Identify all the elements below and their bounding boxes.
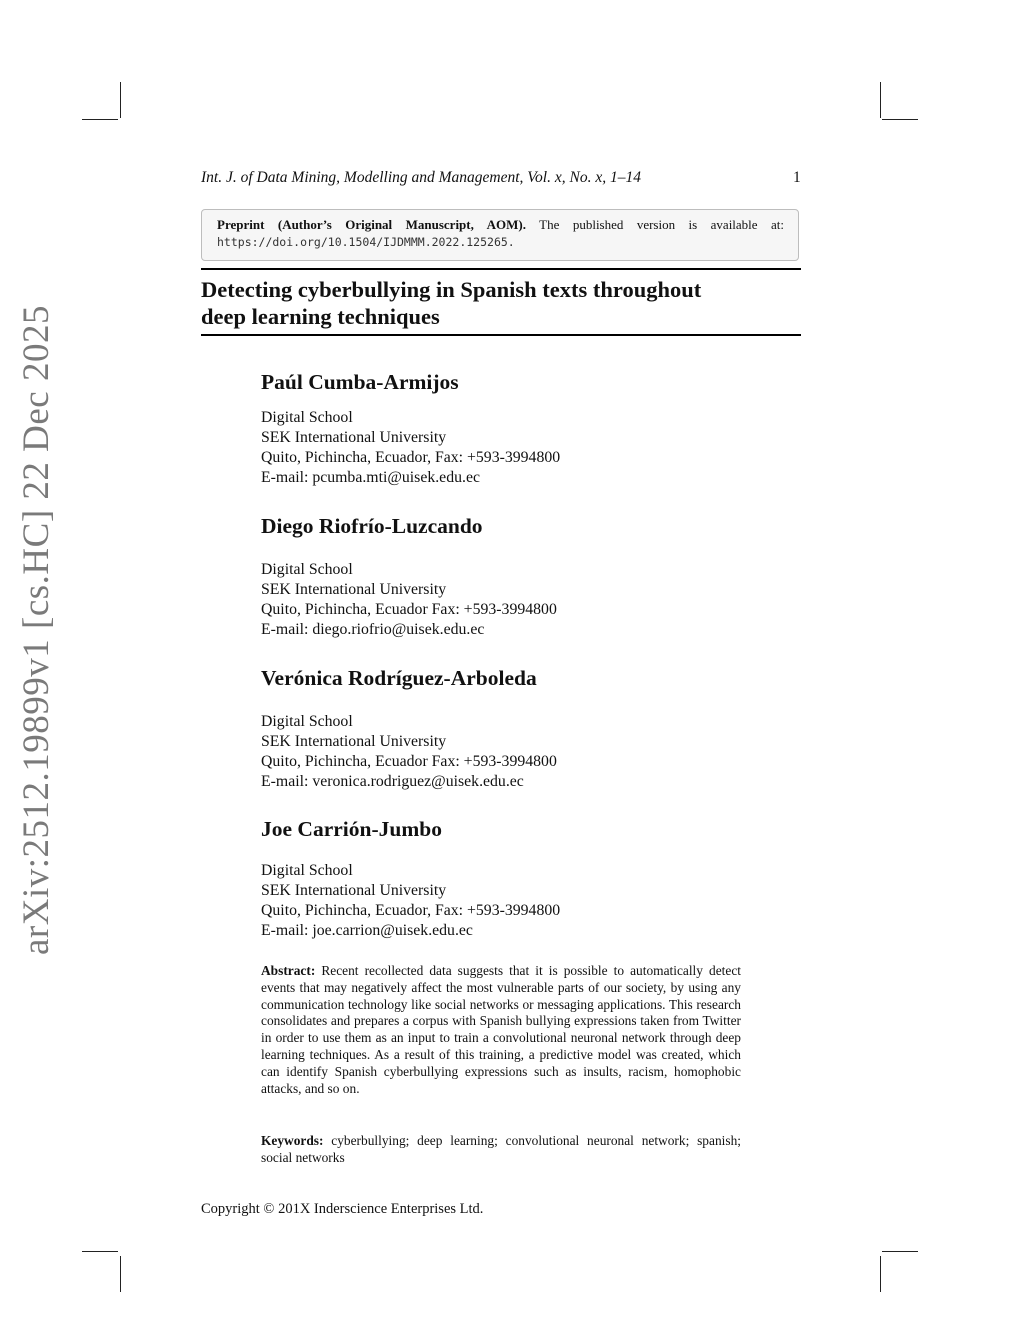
affiliation-line: Digital School [261, 561, 353, 578]
copyright-notice: Copyright © 201X Inderscience Enterprises Ltd. [201, 1201, 484, 1217]
affiliation-line: Digital School [261, 713, 353, 730]
page-number: 1 [793, 169, 801, 186]
author-email: E-mail: pcumba.mti@uisek.edu.ec [261, 469, 480, 486]
paper-title [201, 276, 801, 330]
author-name: Joe Carrión-Jumbo [261, 817, 442, 841]
crop-mark-bottom-left-horizontal [82, 1251, 118, 1252]
affiliation-line: Quito, Pichincha, Ecuador, Fax: +593-3994800 [261, 449, 561, 466]
running-header-journal: Int. J. of Data Mining, Modelling and Management, Vol. x, No. x, 1–14 [201, 169, 641, 186]
author-affiliation [261, 408, 560, 488]
crop-mark-top-right-vertical [880, 82, 881, 118]
keywords-text: cyberbullying; deep learning; convolutional neuronal network; spanish; social networks [261, 1133, 741, 1165]
author-email: E-mail: joe.carrion@uisek.edu.ec [261, 922, 473, 939]
preprint-notice-box [201, 209, 799, 261]
affiliation-line: SEK International University [261, 581, 447, 598]
author-affiliation [261, 712, 557, 792]
affiliation-line: Quito, Pichincha, Ecuador Fax: +593-3994800 [261, 601, 557, 618]
title-bottom-rule [201, 334, 801, 336]
abstract-text: Recent recollected data suggests that it is possible to automatically detect events that may negatively affect the most vulnerable parts of our society, by using any communication technology like social networks or messaging applications. This research consolidates and prepares a corpus with Spanish bullying expressions taken from Twitter in order to use them as an input to train a convolutional neuronal network through deep learning techniques. As a result of this training, a predictive model was created, which can identify Spanish cyberbullying expressions such as insults, racism, homophobic attacks, and so on. [261, 963, 741, 1096]
preprint-text: The published version is available at: [539, 217, 785, 232]
affiliation-line: SEK International University [261, 882, 447, 899]
author-block [261, 817, 560, 941]
author-name: Verónica Rodríguez-Arboleda [261, 666, 537, 690]
crop-mark-bottom-right-vertical [880, 1256, 881, 1292]
author-block [261, 514, 557, 640]
title-top-rule [201, 268, 801, 270]
paper-title-line-1: Detecting cyberbullying in Spanish texts throughout [201, 277, 702, 302]
affiliation-line: Digital School [261, 409, 353, 426]
preprint-notice-line [217, 217, 784, 233]
author-affiliation [261, 560, 557, 640]
author-email: E-mail: diego.riofrio@uisek.edu.ec [261, 621, 485, 638]
keywords-label: Keywords: [261, 1133, 324, 1148]
affiliation-line: Quito, Pichincha, Ecuador, Fax: +593-3994800 [261, 902, 561, 919]
author-block [261, 666, 557, 792]
author-name: Paúl Cumba-Armijos [261, 370, 459, 394]
preprint-doi-link[interactable]: https://doi.org/10.1504/IJDMMM.2022.125265. [217, 235, 515, 249]
paper-title-line-2: deep learning techniques [201, 304, 440, 329]
crop-mark-top-right-horizontal [882, 119, 918, 120]
keywords [261, 1132, 741, 1166]
author-block [261, 370, 560, 488]
author-email: E-mail: veronica.rodriguez@uisek.edu.ec [261, 773, 524, 790]
abstract-label: Abstract: [261, 963, 316, 978]
author-name: Diego Riofrío-Luzcando [261, 514, 483, 538]
crop-mark-bottom-right-horizontal [882, 1251, 918, 1252]
crop-mark-top-left-vertical [120, 82, 121, 118]
crop-mark-top-left-horizontal [82, 119, 118, 120]
affiliation-line: Quito, Pichincha, Ecuador Fax: +593-3994800 [261, 753, 557, 770]
arxiv-side-stamp: arXiv:2512.19899v1 [cs.HC] 22 Dec 2025 [16, 305, 57, 955]
preprint-label: Preprint (Author’s Original Manuscript, AOM). [217, 217, 526, 232]
crop-mark-bottom-left-vertical [120, 1256, 121, 1292]
affiliation-line: Digital School [261, 862, 353, 879]
abstract [261, 963, 741, 1097]
affiliation-line: SEK International University [261, 733, 447, 750]
affiliation-line: SEK International University [261, 429, 447, 446]
author-affiliation [261, 861, 560, 941]
